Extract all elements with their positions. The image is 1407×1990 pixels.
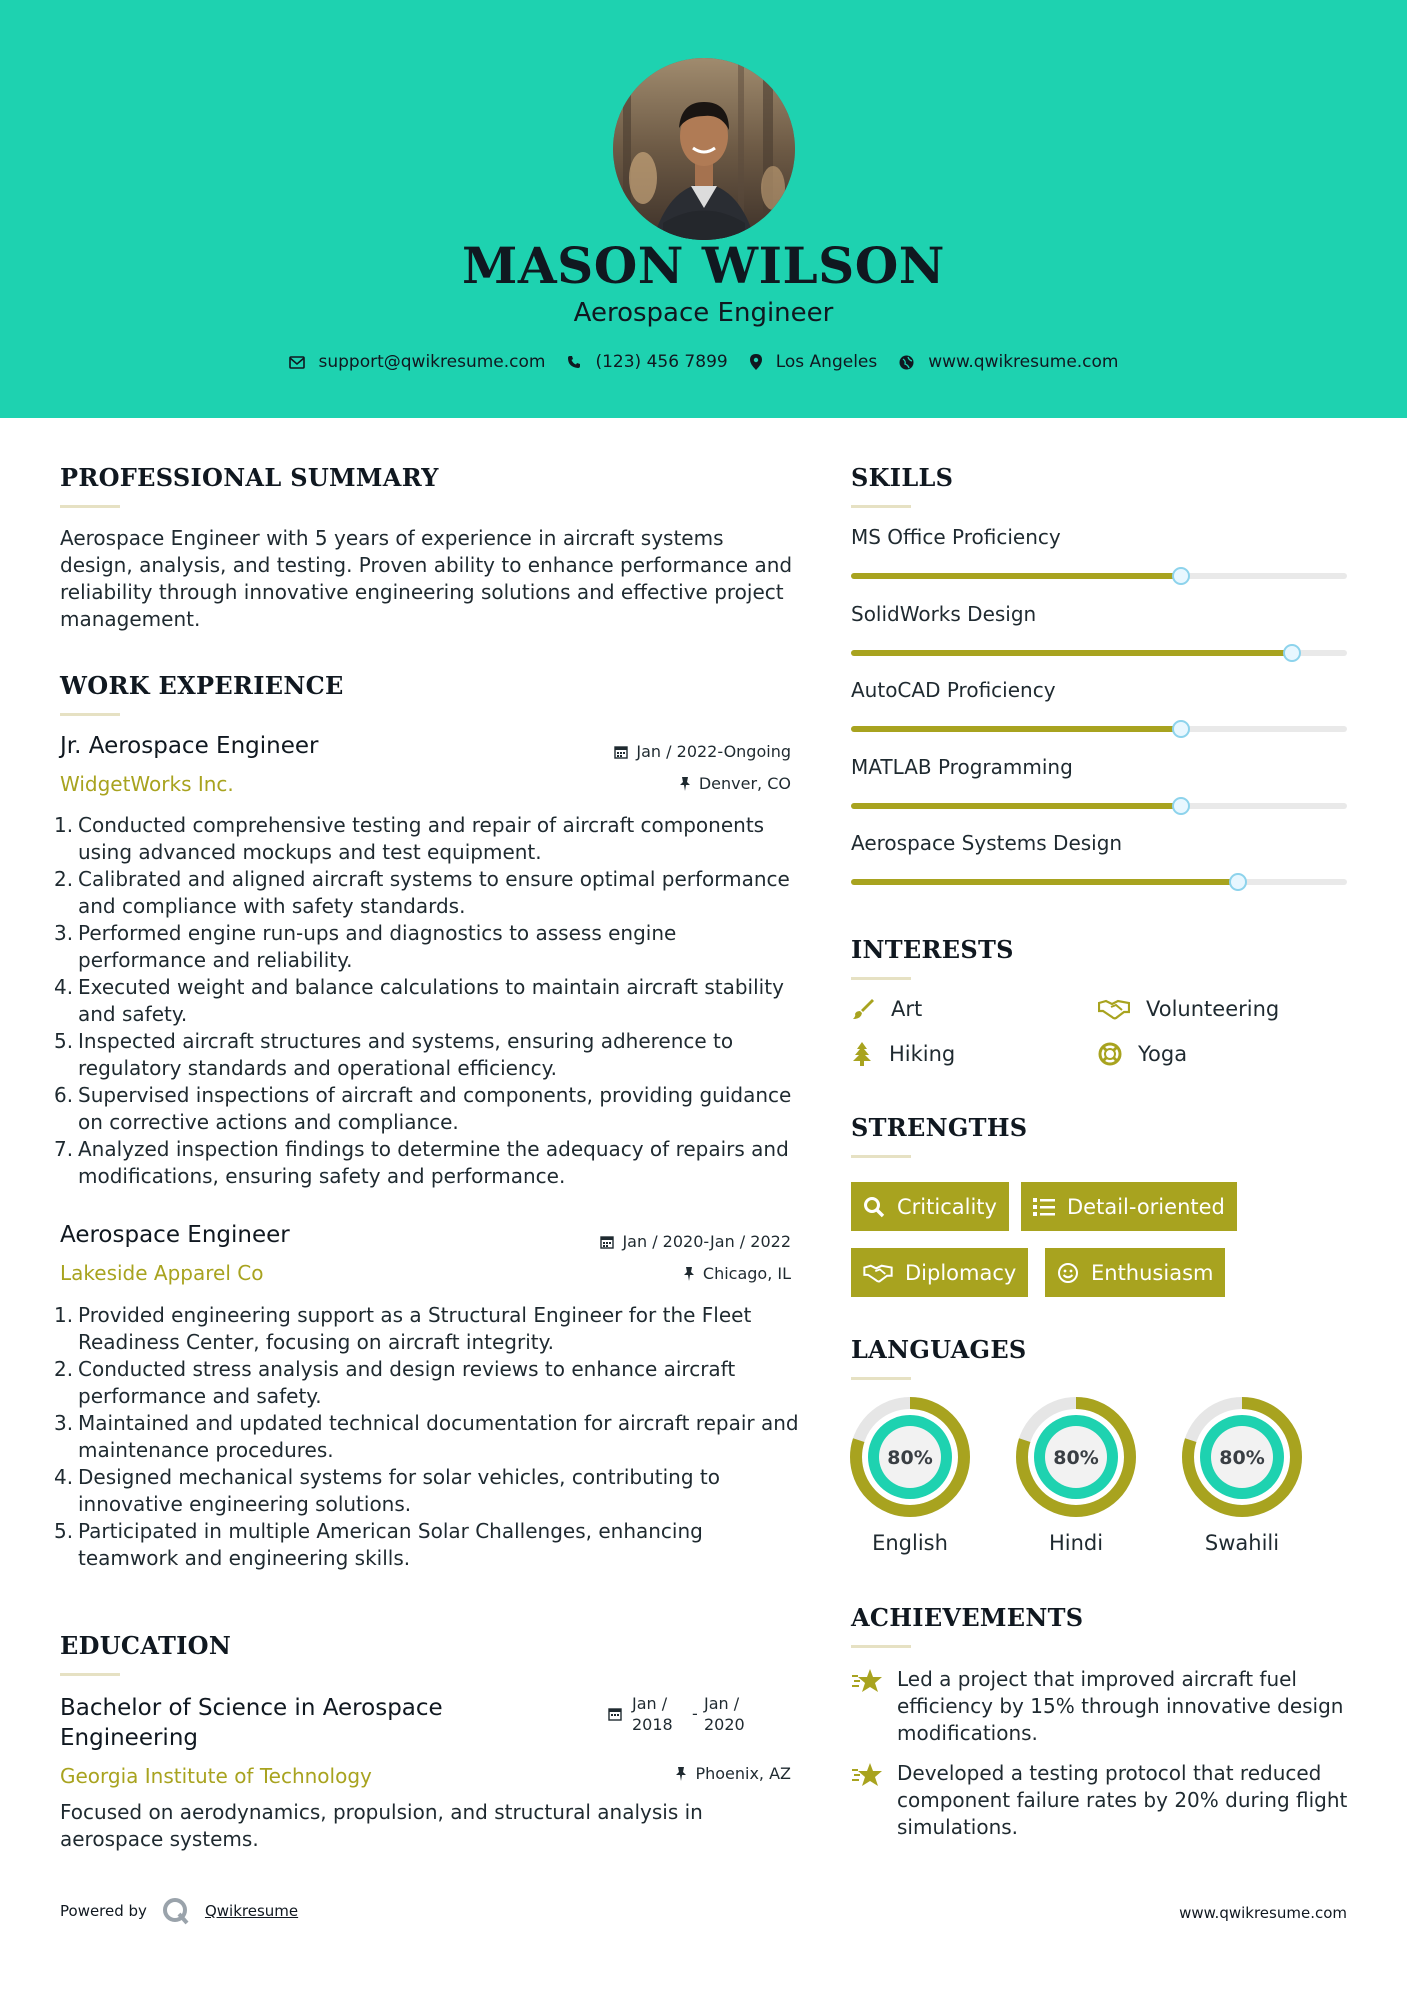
skill-label: MS Office Proficiency xyxy=(851,525,1061,549)
strengths-divider xyxy=(851,1155,911,1158)
language-ring xyxy=(1015,1396,1137,1522)
map-pin-icon xyxy=(750,354,762,370)
bullet-number: 5. xyxy=(54,1029,74,1053)
skill-slider-handle[interactable] xyxy=(1229,873,1247,891)
job-location-text: Denver, CO xyxy=(698,774,791,793)
achievement-item xyxy=(851,1760,1351,1841)
bullet-item xyxy=(54,1302,799,1356)
job-title: Jr. Aerospace Engineer xyxy=(60,733,319,759)
candidate-name: MASON WILSON xyxy=(462,236,945,295)
interest-label: Yoga xyxy=(1138,1042,1188,1066)
strength-badge xyxy=(1021,1182,1237,1231)
achievement-text: Led a project that improved aircraft fuel efficiency by 15% through innovative design modifications. xyxy=(897,1667,1344,1745)
languages-heading: LANGUAGES xyxy=(851,1335,1027,1364)
handshake-icon xyxy=(863,1263,893,1283)
interests-divider xyxy=(851,977,911,980)
achievements-heading: ACHIEVEMENTS xyxy=(851,1603,1084,1632)
bullet-number: 7. xyxy=(54,1137,74,1161)
qwikresume-link[interactable]: Qwikresume xyxy=(204,1902,299,1920)
strength-badge xyxy=(1045,1248,1225,1297)
interest-volunteering xyxy=(1098,997,1279,1021)
contact-phone[interactable] xyxy=(567,352,727,372)
smile-icon xyxy=(1057,1262,1079,1284)
interest-yoga xyxy=(1098,1042,1187,1066)
skill-label: AutoCAD Proficiency xyxy=(851,678,1056,702)
skill-bar-fill xyxy=(851,650,1292,656)
education-end: Jan / 2020 xyxy=(704,1694,745,1734)
school-name: Georgia Institute of Technology xyxy=(60,1764,372,1788)
company-name: WidgetWorks Inc. xyxy=(60,772,234,796)
job-location xyxy=(679,774,791,793)
job-dates xyxy=(600,1232,791,1251)
contact-email[interactable] xyxy=(289,352,546,372)
strength-label: Enthusiasm xyxy=(1091,1260,1214,1285)
language-progress-ring xyxy=(1181,1396,1303,1518)
date-separator: - xyxy=(692,1704,698,1723)
bullet-text: Maintained and updated technical documentation for aircraft repair and maintenance procedures. xyxy=(78,1411,799,1462)
profile-photo-image xyxy=(613,58,795,240)
language-percent: 80% xyxy=(1219,1447,1265,1469)
skill-label: Aerospace Systems Design xyxy=(851,831,1123,855)
bullet-number: 2. xyxy=(54,1357,74,1381)
pin-icon xyxy=(683,1266,695,1281)
skill-bar xyxy=(851,650,1347,656)
degree-title: Bachelor of Science in Aerospace Engineering xyxy=(60,1695,443,1751)
bullet-number: 2. xyxy=(54,867,74,891)
contact-location xyxy=(750,352,878,372)
summary-divider xyxy=(60,505,120,508)
calendar-icon xyxy=(600,1235,614,1249)
pin-icon xyxy=(679,776,691,791)
bullet-text: Provided engineering support as a Structural Engineer for the Fleet Readiness Center, focusing on aircraft integrity. xyxy=(78,1303,752,1354)
bullet-text: Executed weight and balance calculations to maintain aircraft stability and safety. xyxy=(78,975,784,1026)
bullet-item xyxy=(54,1082,799,1136)
experience-divider xyxy=(60,713,120,716)
globe-icon xyxy=(899,355,914,370)
job-location-text: Chicago, IL xyxy=(702,1264,791,1283)
bullet-text: Supervised inspections of aircraft and components, providing guidance on corrective actions and compliance. xyxy=(78,1083,792,1134)
bullet-item xyxy=(54,1464,799,1518)
bullet-item xyxy=(54,1136,799,1190)
language-progress-ring xyxy=(1015,1396,1137,1518)
language-ring xyxy=(849,1396,971,1522)
contact-bar xyxy=(0,352,1407,372)
strength-badge xyxy=(851,1182,1009,1231)
bullet-item xyxy=(54,1518,799,1572)
bullet-number: 3. xyxy=(54,921,74,945)
powered-by-label: Powered by xyxy=(60,1902,147,1920)
bullet-text: Calibrated and aligned aircraft systems to ensure optimal performance and compliance with safety standards. xyxy=(78,867,790,918)
bullet-item xyxy=(54,812,799,866)
language-ring xyxy=(1181,1396,1303,1522)
interests-heading: INTERESTS xyxy=(851,935,1014,964)
language-label: Hindi xyxy=(1048,1531,1104,1555)
bullet-number: 4. xyxy=(54,975,74,999)
contact-website-text: www.qwikresume.com xyxy=(928,352,1119,372)
skill-label: MATLAB Programming xyxy=(851,754,1073,779)
strength-label: Criticality xyxy=(897,1194,997,1219)
interest-label: Hiking xyxy=(889,1042,956,1066)
bullet-text: Performed engine run-ups and diagnostics to assess engine performance and reliability. xyxy=(78,921,677,972)
handshake-icon xyxy=(1098,998,1130,1020)
bullet-text: Designed mechanical systems for solar vehicles, contributing to innovative engineering solutions. xyxy=(78,1465,720,1516)
experience-heading: WORK EXPERIENCE xyxy=(60,671,344,700)
education-description: Focused on aerodynamics, propulsion, and structural analysis in aerospace systems. xyxy=(60,1800,703,1851)
bullet-number: 5. xyxy=(54,1519,74,1543)
skill-slider-handle[interactable] xyxy=(1283,644,1301,662)
bullet-item xyxy=(54,1410,799,1464)
education-heading: EDUCATION xyxy=(60,1631,232,1660)
strengths-heading: STRENGTHS xyxy=(851,1113,1028,1142)
bullet-item xyxy=(54,866,799,920)
search-icon xyxy=(863,1196,885,1218)
bullet-item xyxy=(54,1028,799,1082)
envelope-icon xyxy=(289,356,305,369)
skills-divider xyxy=(851,505,911,508)
strength-label: Diplomacy xyxy=(905,1260,1017,1285)
contact-location-text: Los Angeles xyxy=(775,352,878,372)
bullet-number: 6. xyxy=(54,1083,74,1107)
bullet-item xyxy=(54,920,799,974)
tree-icon xyxy=(851,1042,873,1066)
contact-phone-text: (123) 456 7899 xyxy=(595,352,728,372)
education-location-text: Phoenix, AZ xyxy=(695,1764,791,1783)
skill-label: SolidWorks Design xyxy=(851,601,1037,626)
skill-bar-fill xyxy=(851,879,1238,885)
job-dates-text: Jan / 2020-Jan / 2022 xyxy=(622,1232,791,1251)
pin-icon xyxy=(675,1766,687,1781)
summary-heading: PROFESSIONAL SUMMARY xyxy=(60,463,439,492)
skill-bar-fill xyxy=(851,573,1181,579)
skills-heading: SKILLS xyxy=(851,463,954,492)
job-dates-text: Jan / 2022-Ongoing xyxy=(636,742,791,761)
language-percent: 80% xyxy=(1053,1447,1099,1469)
bullet-text: Inspected aircraft structures and systems, ensuring adherence to regulatory standards and operational efficiency. xyxy=(78,1029,734,1080)
job-location xyxy=(683,1264,791,1283)
brush-icon xyxy=(851,997,875,1021)
language-label: Swahili xyxy=(1204,1531,1280,1555)
bullet-text: Conducted stress analysis and design reviews to enhance aircraft performance and safety. xyxy=(78,1357,736,1408)
language-label: English xyxy=(872,1531,948,1555)
bullet-text: Conducted comprehensive testing and repair of aircraft components using advanced mockups and test equipment. xyxy=(78,813,765,864)
bullet-item xyxy=(54,974,799,1028)
skill-slider-handle[interactable] xyxy=(1172,797,1190,815)
job-dates xyxy=(614,742,791,761)
strength-badge xyxy=(851,1248,1028,1297)
skill-bar xyxy=(851,879,1347,885)
education-divider xyxy=(60,1673,120,1676)
profile-photo xyxy=(613,58,795,240)
contact-website[interactable] xyxy=(899,352,1118,372)
bullet-number: 1. xyxy=(54,813,74,837)
star-icon xyxy=(851,1668,883,1694)
job-responsibilities xyxy=(54,1302,799,1572)
calendar-icon xyxy=(614,745,628,759)
footer-powered-by xyxy=(60,1896,298,1926)
achievements-divider xyxy=(851,1645,911,1648)
contact-email-text: support@qwikresume.com xyxy=(318,352,546,372)
bullet-item xyxy=(54,1356,799,1410)
summary-text: Aerospace Engineer with 5 years of experience in aircraft systems design, analysis, and testing. Proven ability to enhance performance and reliability through innovative engineering solutions and effective project management. xyxy=(60,526,793,631)
language-percent: 80% xyxy=(887,1447,933,1469)
interest-hiking xyxy=(851,1042,955,1066)
interest-label: Volunteering xyxy=(1146,997,1280,1021)
lifebuoy-icon xyxy=(1098,1042,1122,1066)
phone-icon xyxy=(567,355,581,369)
languages-divider xyxy=(851,1377,911,1380)
company-name: Lakeside Apparel Co xyxy=(60,1261,264,1285)
achievement-item xyxy=(851,1666,1351,1747)
skill-slider-handle[interactable] xyxy=(1172,720,1190,738)
skill-bar xyxy=(851,726,1347,732)
skill-bar-fill xyxy=(851,726,1181,732)
bullet-text: Analyzed inspection findings to determine the adequacy of repairs and modifications, ensuring safety and performance. xyxy=(78,1137,789,1188)
header-banner xyxy=(0,0,1407,418)
skill-slider-handle[interactable] xyxy=(1172,567,1190,585)
qwikresume-logo-icon xyxy=(161,1896,191,1926)
strength-label: Detail-oriented xyxy=(1067,1194,1225,1219)
education-location xyxy=(675,1764,791,1783)
skill-bar xyxy=(851,803,1347,809)
star-icon xyxy=(851,1762,883,1788)
skill-bar-fill xyxy=(851,803,1181,809)
education-dates xyxy=(608,1693,764,1735)
interest-label: Art xyxy=(891,997,923,1021)
education-start: Jan / 2018 xyxy=(632,1694,673,1734)
interest-art xyxy=(851,997,922,1021)
bullet-number: 4. xyxy=(54,1465,74,1489)
achievement-text: Developed a testing protocol that reduced component failure rates by 20% during flight simulations. xyxy=(897,1761,1348,1839)
language-progress-ring xyxy=(849,1396,971,1518)
skill-bar xyxy=(851,573,1347,579)
job-title: Aerospace Engineer xyxy=(60,1222,290,1248)
bullet-text: Participated in multiple American Solar Challenges, enhancing teamwork and engineering skills. xyxy=(78,1519,703,1570)
list-icon xyxy=(1033,1197,1055,1217)
job-responsibilities xyxy=(54,812,799,1190)
bullet-number: 1. xyxy=(54,1303,74,1327)
bullet-number: 3. xyxy=(54,1411,74,1435)
candidate-role: Aerospace Engineer xyxy=(573,298,834,328)
footer-website[interactable]: www.qwikresume.com xyxy=(1179,1904,1347,1922)
calendar-icon xyxy=(608,1707,622,1721)
